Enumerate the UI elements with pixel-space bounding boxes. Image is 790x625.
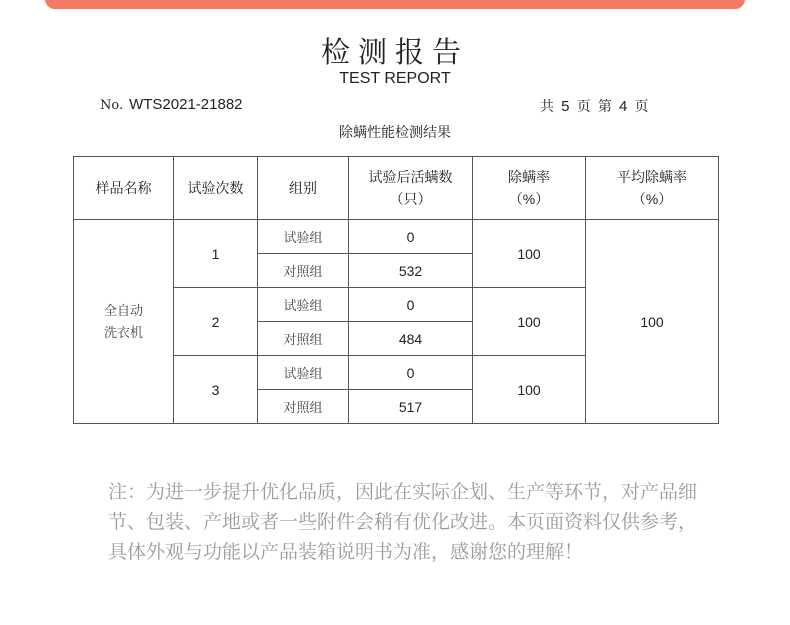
- mite-count: 484: [349, 322, 473, 356]
- group-label: 对照组: [258, 390, 349, 424]
- report-no-value: WTS2021-21882: [129, 96, 243, 113]
- group-label: 对照组: [258, 322, 349, 356]
- report-subtitle: TEST REPORT: [339, 70, 451, 87]
- sample-line1: 全自动: [103, 302, 143, 318]
- mite-count: 517: [349, 390, 473, 424]
- group-label: 试验组: [258, 220, 349, 254]
- total-pre: 共: [540, 99, 554, 115]
- header-mites: [349, 157, 473, 220]
- trial-number: 3: [174, 356, 258, 424]
- disclaimer-note: 注：为进一步提升优化品质，因此在实际企划、生产等环节，对产品细节、包装、产地或者一些附件会稍有优化改进。本页面资料仅供参考，具体外观与功能以产品装箱说明书为准，感谢您的理解！: [108, 482, 698, 563]
- top-banner: [45, 0, 745, 9]
- sample-line2: 洗衣机: [103, 324, 143, 340]
- report-number: [100, 96, 243, 113]
- header-sample: 样品名称: [74, 157, 174, 220]
- page-indicator: [540, 96, 649, 116]
- mite-count: 0: [349, 288, 473, 322]
- report-title: 检测报告: [320, 35, 469, 69]
- header-rate: [473, 157, 586, 220]
- mite-count: 532: [349, 254, 473, 288]
- table-header-row: [74, 157, 719, 220]
- h-avg: 平均除螨率: [617, 169, 687, 185]
- group-label: 对照组: [258, 254, 349, 288]
- current-page: 4: [619, 98, 628, 115]
- total-pages: 5: [561, 98, 570, 115]
- cur-pre: 第: [597, 99, 612, 115]
- h-rate-unit: （%）: [508, 191, 550, 207]
- group-label: 试验组: [258, 356, 349, 390]
- trial-number: 1: [174, 220, 258, 288]
- table-caption: 除螨性能检测结果: [339, 124, 451, 140]
- removal-rate: 100: [473, 356, 586, 424]
- cur-unit: 页: [634, 99, 649, 115]
- header-group: 组别: [258, 157, 349, 220]
- average-rate: 100: [586, 220, 719, 424]
- sample-name: [74, 220, 174, 424]
- removal-rate: 100: [473, 220, 586, 288]
- h-mites: 试验后活螨数: [368, 169, 453, 185]
- page-unit: 页: [576, 99, 591, 115]
- mite-count: 0: [349, 356, 473, 390]
- mite-count: 0: [349, 220, 473, 254]
- header-trials: 试验次数: [174, 157, 258, 220]
- no-prefix: No.: [100, 98, 124, 113]
- h-mites-unit: （只）: [389, 191, 432, 207]
- result-table: [73, 156, 719, 424]
- h-avg-unit: （%）: [631, 191, 673, 207]
- trial-number: 2: [174, 288, 258, 356]
- table-row: [74, 220, 719, 254]
- h-rate: 除螨率: [508, 169, 550, 185]
- removal-rate: 100: [473, 288, 586, 356]
- group-label: 试验组: [258, 288, 349, 322]
- header-avg: [586, 157, 719, 220]
